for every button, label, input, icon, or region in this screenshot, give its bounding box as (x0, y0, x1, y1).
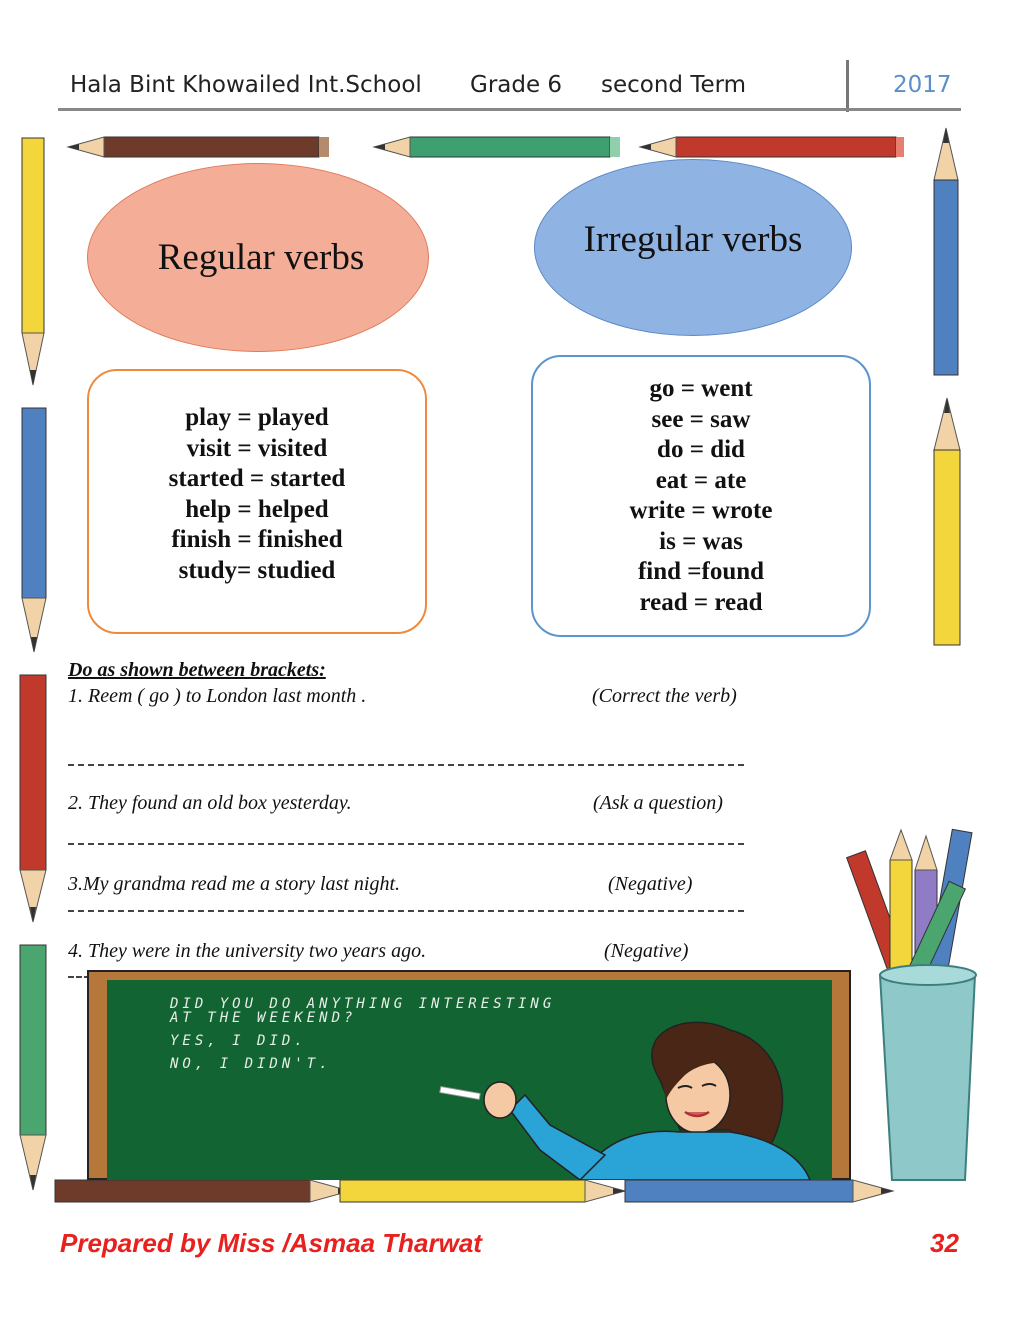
regular-verb-item: started = started (168, 465, 346, 492)
pencil-top-green-icon (374, 137, 620, 157)
irregular-verb-item: go = went (649, 375, 753, 402)
irregular-verb-item: find =found (637, 558, 765, 585)
pencil-right-blue-icon (934, 128, 958, 375)
regular-verb-item: study= studied (178, 556, 336, 584)
exercise-sentence-4: 4. They were in the university two years ago. (68, 940, 427, 962)
irregular-verb-item: is = was (659, 527, 743, 555)
irregular-verb-item: see = saw (651, 405, 751, 433)
pencil-left-green-icon (20, 945, 46, 1190)
regular-verbs-title: Regular verbs (157, 237, 365, 278)
pencil-top-brown-icon (68, 137, 329, 157)
regular-verb-item: help = helped (185, 495, 329, 523)
regular-verb-item: play = played (185, 404, 329, 431)
irregular-verb-item: read = read (639, 588, 763, 616)
pencil-bottom-yellow-icon (340, 1180, 625, 1202)
answer-line-2[interactable] (68, 843, 744, 845)
answer-line-3[interactable] (68, 910, 744, 912)
answer-line-1[interactable] (68, 764, 744, 766)
pencil-left-blue-icon (22, 408, 46, 652)
pencil-right-yellow-icon (934, 398, 960, 645)
exercise-title: Do as shown between brackets: (68, 659, 326, 681)
regular-verb-item: finish = finished (171, 526, 343, 553)
regular-verbs-box (87, 369, 427, 634)
teacher-illustration-icon (430, 1020, 850, 1180)
grade-label: Grade 6 (470, 72, 563, 98)
chalkboard-line-4: NO, I DIDN'T. (170, 1056, 332, 1072)
exercise-sentence-3: 3.My grandma read me a story last night. (68, 873, 401, 895)
irregular-verb-item: do = did (657, 436, 745, 463)
irregular-verbs-box (531, 355, 871, 637)
exercise-instruction-4: (Negative) (604, 940, 689, 962)
exercise-instruction-1: (Correct the verb) (592, 685, 737, 707)
exercise-sentence-1: 1. Reem ( go ) to London last month . (68, 685, 367, 707)
exercise-instruction-3: (Negative) (608, 873, 693, 895)
exercise-sentence-2: 2. They found an old box yesterday. (68, 792, 352, 814)
regular-verb-item: visit = visited (186, 434, 328, 462)
irregular-verb-item: write = wrote (629, 497, 773, 524)
school-name: Hala Bint Khowailed Int.School (70, 72, 422, 98)
pencil-left-yellow-icon (22, 138, 44, 385)
irregular-verb-item: eat = ate (655, 466, 747, 494)
chalkboard-line-1: DID YOU DO ANYTHING INTERESTING (170, 996, 556, 1012)
pencil-top-red-icon (640, 137, 904, 157)
pencil-bottom-blue-icon (625, 1180, 893, 1202)
term-label: second Term (601, 72, 747, 98)
chalkboard-line-2: AT THE WEEKEND? (170, 1010, 357, 1026)
pencil-cup-icon (847, 829, 976, 1180)
year-label: 2017 (893, 72, 952, 98)
irregular-verbs-oval (534, 159, 852, 336)
exercise-instruction-2: (Ask a question) (593, 792, 723, 814)
pencil-left-red-icon (20, 675, 46, 922)
regular-verbs-oval (87, 163, 429, 352)
pencil-bottom-brown-icon (55, 1180, 350, 1202)
chalkboard-line-3: YES, I DID. (170, 1033, 307, 1049)
prepared-by: Prepared by Miss /Asmaa Tharwat (60, 1228, 482, 1258)
irregular-verbs-title: Irregular verbs (583, 219, 803, 260)
page-number: 32 (930, 1228, 959, 1258)
